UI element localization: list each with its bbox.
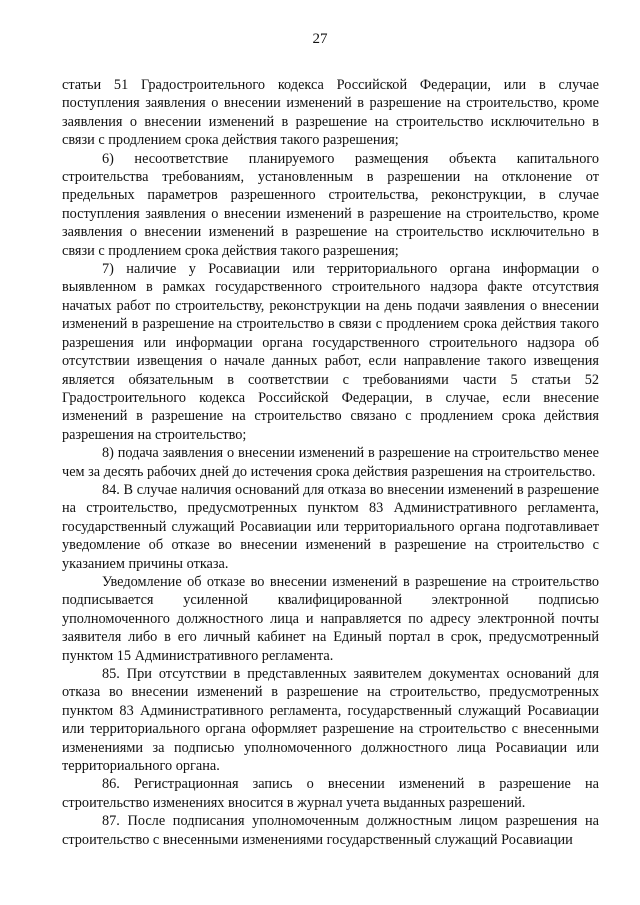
paragraph-item-8: 8) подача заявления о внесении изменений в разрешение на строительство менее чем за десять рабочих дней до истечения срока действия разрешения на строительство.	[62, 445, 599, 480]
paragraph-continuation: статьи 51 Градостроительного кодекса Российской Федерации, или в случае поступления заявления о внесении изменений в разрешение на строительство, кроме заявления о внесении изменений в разрешение на строительство исключительно в связи с продлением срока действия такого разрешения;	[62, 77, 599, 149]
paragraph-item-6: 6) несоответствие планируемого размещения объекта капитального строительства требованиям, установленным в разрешении на отклонение от предельных параметров разрешенного строительства, реконструкции, в случае поступления заявления о внесении изменений в разрешение на строительство, кроме заявления о внесении изменений в разрешение на строительство исключительно в связи с продлением срока действия такого разрешения;	[62, 150, 599, 259]
paragraph-85: 85. При отсутствии в представленных заявителем документах оснований для отказа во внесении изменений в разрешение на строительство, предусмотренных пунктом 83 Административного регламента, государственный служащий Росавиации или территориального органа оформляет разрешение на строительство с внесенными изменениями за подписью уполномоченного должностного лица Росавиации или территориального органа.	[62, 666, 599, 775]
paragraph-84: 84. В случае наличия оснований для отказа во внесении изменений в разрешение на строительство, предусмотренных пунктом 83 Административного регламента, государственный служащий Росавиации или территориального органа подготавливает уведомление об отказе во внесении изменений в разрешение на строительство с указанием причины отказа.	[62, 481, 599, 572]
paragraph-item-7: 7) наличие у Росавиации или территориального органа информации о выявленном в рамках государственного строительного надзора факте отсутствия начатых работ по строительству, реконструкции на день подачи заявления о внесении изменений в разрешение на строительство в связи с продлением срока действия такого разрешения или информации органа государственного строительного надзора об отсутствии извещения о начале данных работ, если направление такого извещения является обязательным в соответствии с требованиями части 5 статьи 52 Градостроительного кодекса Российской Федерации, в случае, если внесение изменений в разрешение на строительство связано с продлением срока действия разрешения на строительство;	[62, 261, 599, 443]
paragraph-86: 86. Регистрационная запись о внесении изменений в разрешение на строительство изменениях вносится в журнал учета выданных разрешений.	[62, 776, 599, 811]
page-number: 27	[312, 31, 328, 47]
paragraph-84-notice: Уведомление об отказе во внесении изменений в разрешение на строительство подписывается усиленной квалифицированной электронной подписью уполномоченного должностного лица и направляется по адресу электронной почты заявителя либо в его личный кабинет на Единый портал в срок, предусмотренный пунктом 15 Административного регламента.	[62, 573, 599, 664]
paragraph-87: 87. После подписания уполномоченным должностным лицом разрешения на строительство с внесенными изменениями государственный служащий Росавиации	[62, 813, 599, 848]
document-body	[62, 76, 599, 849]
